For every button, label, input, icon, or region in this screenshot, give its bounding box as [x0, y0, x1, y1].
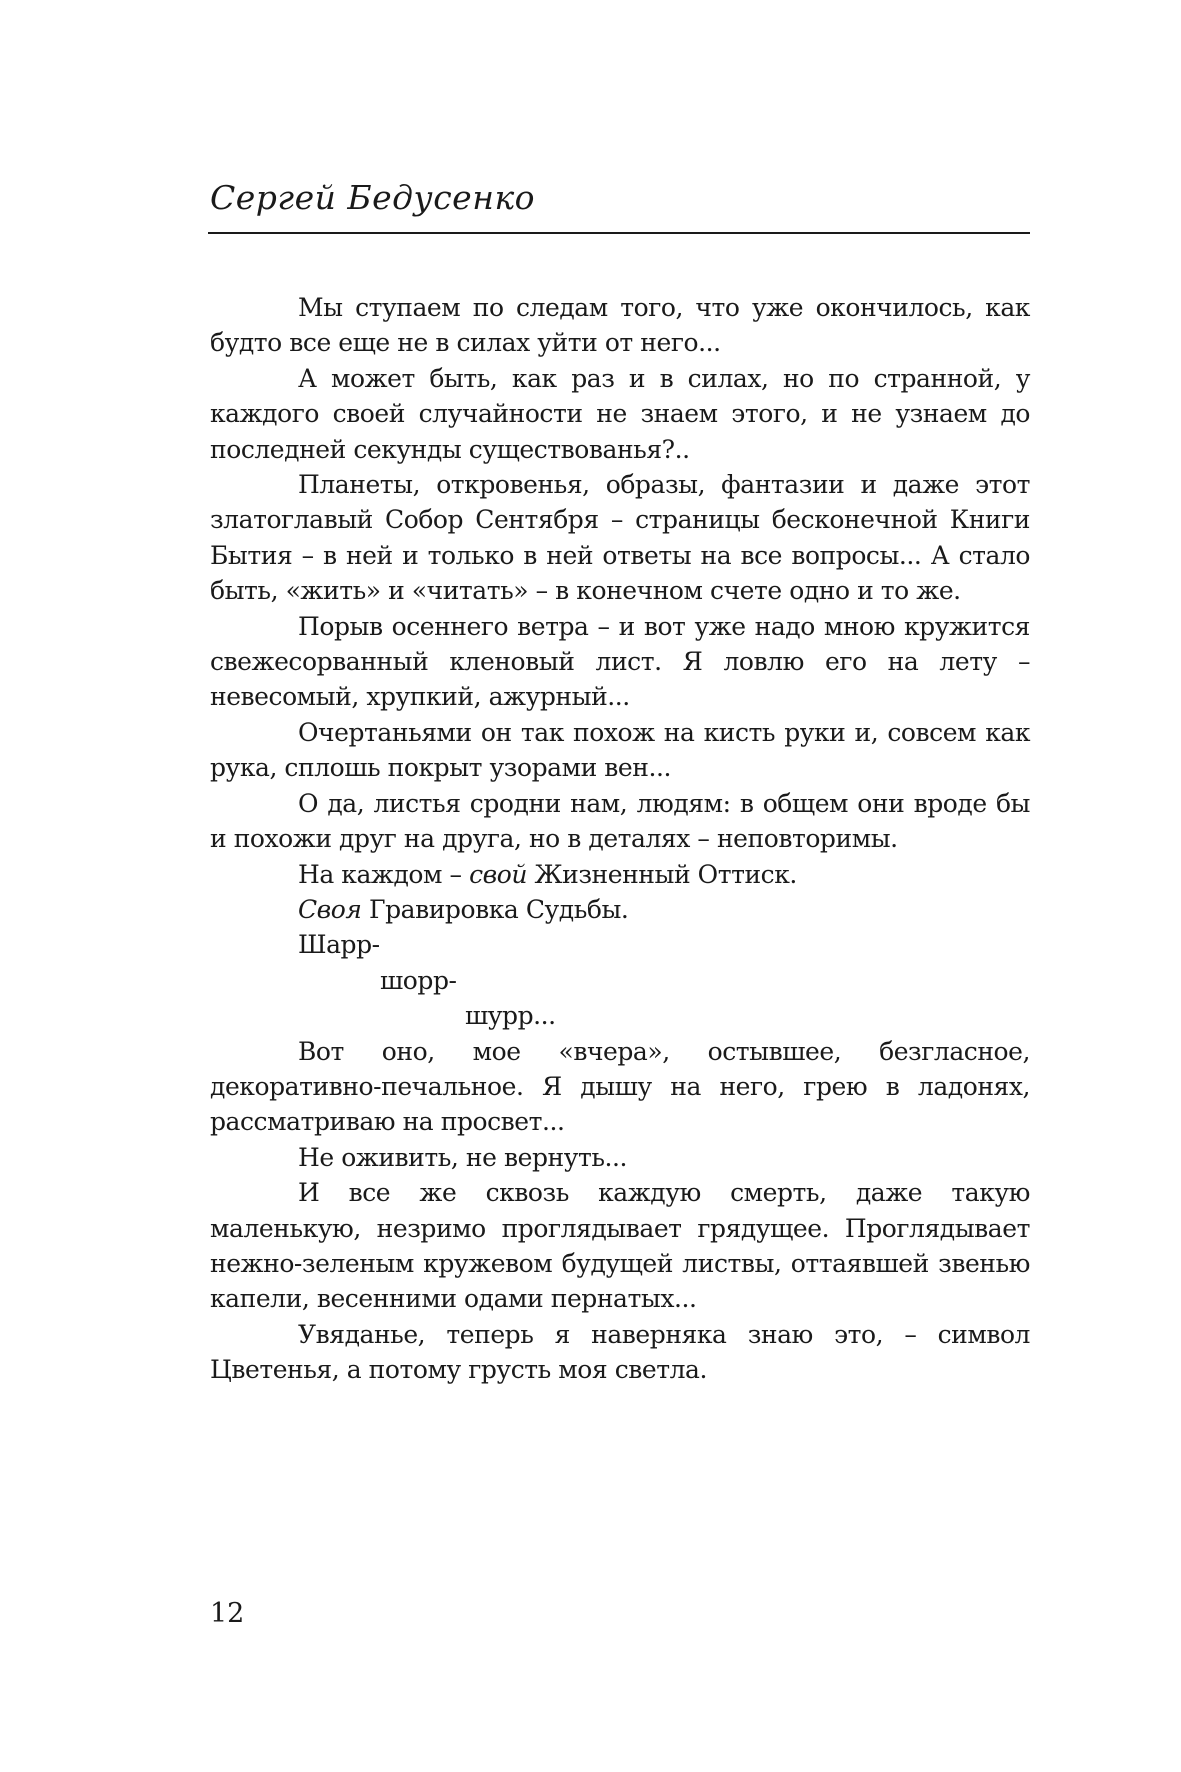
verse-line — [210, 892, 1030, 927]
paragraph: И все же сквозь каждую смерть, даже такую маленькую, незримо проглядывает грядущее. Проглядывает нежно-зеленым кружевом будущей листвы, оттаявшей звенью капели, весенними одами пернатых... — [210, 1178, 1030, 1314]
header-rule — [208, 232, 1030, 234]
verse-text: Гравировка Судьбы. — [361, 894, 629, 924]
paragraph: Увяданье, теперь я наверняка знаю это, – символ Цветенья, а потому грусть моя светла. — [210, 1319, 1030, 1385]
emphasis-text: Своя — [298, 894, 362, 924]
emphasis-text: свой — [469, 859, 527, 889]
verse-text: На каждом – — [298, 859, 470, 889]
paragraph: О да, листья сродни нам, людям: в общем они вроде бы и похожи друг на друга, но в деталях – неповторимы. — [210, 788, 1030, 854]
verse-text: Жизненный Оттиск. — [526, 859, 797, 889]
paragraph: Порыв осеннего ветра – и вот уже надо мною кружится свежесорванный кленовый лист. Я ловлю его на лету – невесомый, хрупкий, ажурный... — [210, 611, 1030, 712]
paragraph: Мы ступаем по следам того, что уже окончилось, как будто все еще не в силах уйти от него... — [210, 293, 1030, 358]
sound-line-2: шорр- — [380, 965, 457, 995]
paragraph: Не оживить, не вернуть... — [298, 1142, 628, 1172]
running-head-author: Сергей Бедусенко — [210, 178, 536, 217]
paragraph: Очертаньями он так похож на кисть руки и, совсем как рука, сплошь покрыт узорами вен... — [210, 717, 1030, 783]
sound-line-1: Шарр- — [298, 930, 380, 960]
verse-line — [210, 857, 1030, 892]
body-text — [210, 290, 1030, 1388]
page-number: 12 — [210, 1598, 245, 1629]
sound-line-3: шурр... — [465, 1001, 556, 1031]
paragraph: Планеты, откровенья, образы, фантазии и даже этот златоглавый Собор Сентября – страницы бесконечной Книги Бытия – в ней и только в ней ответы на все вопросы... А стало быть, «жить» и «читать» – в конечном счете одно и то же. — [210, 470, 1030, 606]
paragraph: А может быть, как раз и в силах, но по странной, у каждого своей случайности не знаем этого, и не узнаем до последней секунды существованья?.. — [210, 363, 1030, 464]
paragraph: Вот оно, мое «вчера», остывшее, безгласное, декоративно-печальное. Я дышу на него, грею в ладонях, рассматриваю на просвет... — [210, 1036, 1030, 1137]
